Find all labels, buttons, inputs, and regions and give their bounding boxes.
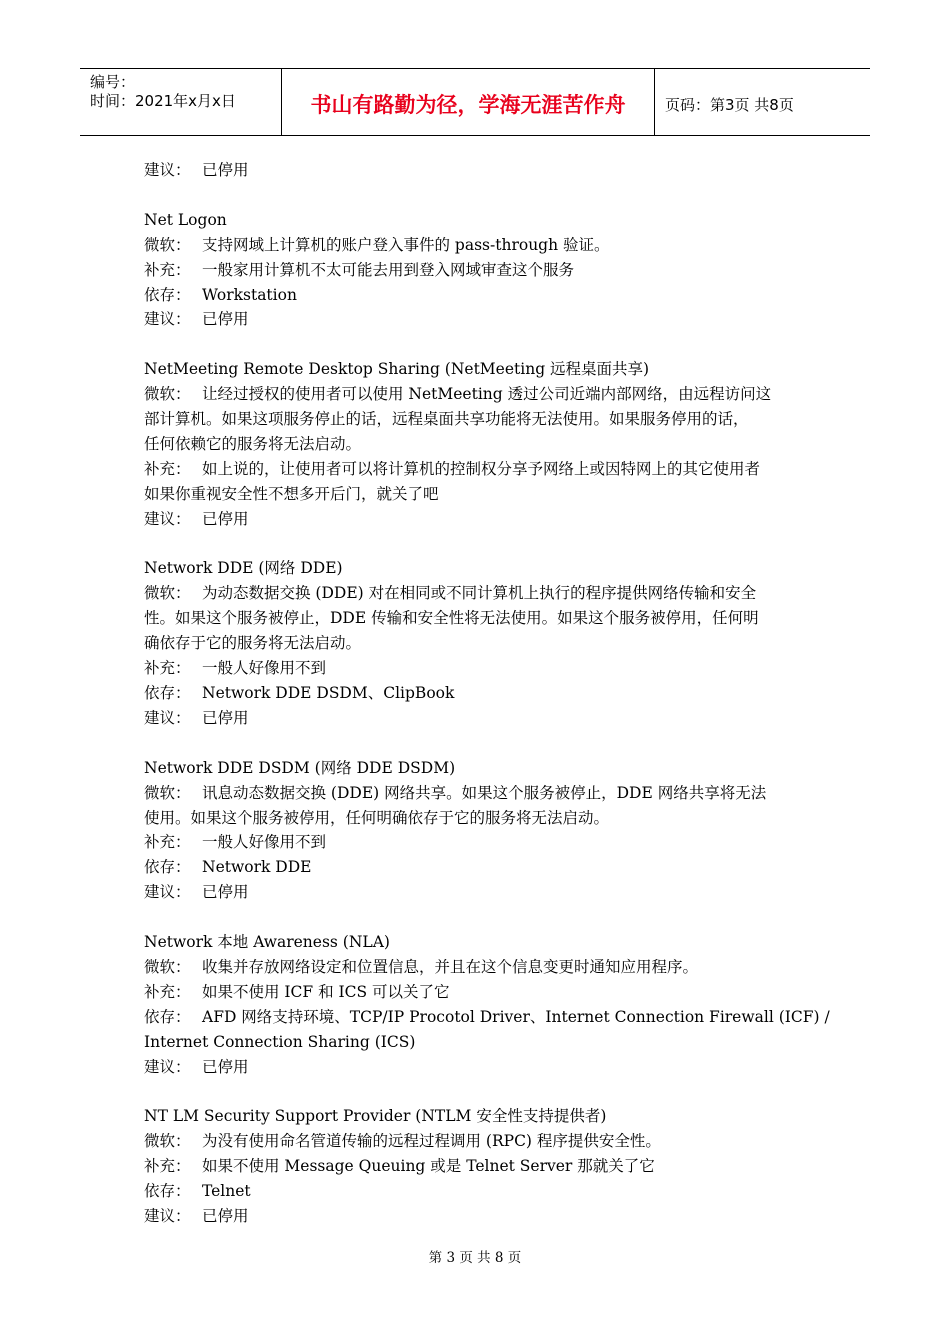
service-suggest-line [144,307,810,332]
service-ms-line [144,955,810,980]
service-ms-continuation: 性。如果这个服务被停止，DDE 传输和安全性将无法使用。如果这个服务被停用，任何明 [144,609,759,628]
service-ms-line [144,233,810,258]
label-depends: 依存： [144,285,191,304]
service-suggest-line [144,1055,810,1080]
service-supplement-line [144,830,810,855]
service-ms-line [144,1129,810,1154]
value-supplement: 如上说的，让使用者可以将计算机的控制权分享予网络上或因特网上的其它使用者 [202,459,761,478]
value-suggest: 已停用 [202,1206,249,1225]
service-supplement-line [144,980,810,1005]
service-ms-continuation: 确依存于它的服务将无法启动。 [144,634,362,653]
page-header [80,68,870,136]
value-depends: Network DDE [202,858,312,877]
value-suggest: 已停用 [202,708,249,727]
value-depends: AFD 网络支持环境、TCP/IP Procotol Driver、Internet Connection Firewall (ICF) / [202,1007,830,1026]
label-ms: 微软： [144,957,191,976]
header-meta [80,69,282,135]
value-suggest: 已停用 [202,509,249,528]
label-depends: 依存： [144,1007,191,1026]
service-supplement-line [144,656,810,681]
value-supplement: 一般家用计算机不太可能去用到登入网域审查这个服务 [202,260,575,279]
service-ms-continuation: 任何依赖它的服务将无法启动。 [144,434,362,453]
header-page-label: 页码：第3页 共8页 [665,95,794,114]
service-supplement-line [144,1154,810,1179]
label-ms: 微软： [144,1132,191,1151]
label-ms: 微软： [144,235,191,254]
intro-suggest-line [144,158,810,183]
service-depends-line [144,855,810,880]
service-suggest-line [144,507,810,532]
label-supplement: 补充： [144,459,191,478]
value-depends: Workstation [202,285,297,304]
value-ms: 讯息动态数据交换 (DDE) 网络共享。如果这个服务被停止，DDE 网络共享将无法 [202,783,767,802]
label-suggest: 建议： [144,310,191,329]
label-suggest: 建议： [144,708,191,727]
value-suggest: 已停用 [202,1057,249,1076]
service-depends-line [144,681,810,706]
value-suggest: 已停用 [202,310,249,329]
label-suggest: 建议： [144,1206,191,1225]
value-suggest: 已停用 [202,161,249,179]
value-supplement: 一般人好像用不到 [202,659,327,678]
label-suggest: 建议： [144,1057,191,1076]
service-depends-line [144,1179,810,1204]
service-title: Net Logon [144,210,227,229]
service-supplement-continuation: 如果你重视安全性不想多开后门，就关了吧 [144,484,439,503]
service-title: Network 本地 Awareness (NLA) [144,933,390,952]
value-supplement: 如果不使用 Message Queuing 或是 Telnet Server 那就关了它 [202,1157,655,1176]
value-depends: Telnet [202,1182,251,1201]
service-title: Network DDE (网络 DDE) [144,559,343,578]
label-supplement: 补充： [144,982,191,1001]
page-footer: 第 3 页 共 8 页 [428,1250,522,1266]
value-suggest: 已停用 [202,883,249,902]
service-depends-line [144,283,810,308]
label-suggest: 建议： [144,883,191,902]
value-ms: 收集并存放网络设定和位置信息，并且在这个信息变更时通知应用程序。 [202,957,699,976]
service-depends-continuation: Internet Connection Sharing (ICS) [144,1032,416,1051]
label-depends: 依存： [144,1182,191,1201]
value-supplement: 一般人好像用不到 [202,833,327,852]
service-suggest-line [144,706,810,731]
service-title: Network DDE DSDM (网络 DDE DSDM) [144,758,456,777]
service-supplement-line [144,258,810,283]
label-depends: 依存： [144,683,191,702]
header-motto: 书山有路勤为径，学海无涯苦作舟 [282,69,655,135]
service-ms-line [144,781,810,806]
service-ms-continuation: 部计算机。如果这项服务停止的话，远程桌面共享功能将无法使用。如果服务停用的话， [144,410,749,429]
service-suggest-line [144,1204,810,1229]
doc-number-label: 编号： [90,73,136,91]
service-ms-continuation: 使用。如果这个服务被停用，任何明确依存于它的服务将无法启动。 [144,808,610,827]
label-supplement: 补充： [144,1157,191,1176]
label-ms: 微软： [144,385,191,404]
label-suggest: 建议： [144,509,191,528]
value-ms: 让经过授权的使用者可以使用 NetMeeting 透过公司近端内部网络，由远程访问这 [202,385,772,404]
label-supplement: 补充： [144,260,191,279]
value-depends: Network DDE DSDM、ClipBook [202,683,455,702]
document-body [144,158,830,1229]
label-ms: 微软： [144,584,191,603]
label-suggest: 建议： [144,161,191,179]
label-supplement: 补充： [144,833,191,852]
label-ms: 微软： [144,783,191,802]
label-supplement: 补充： [144,659,191,678]
service-suggest-line [144,880,810,905]
value-ms: 支持网域上计算机的账户登入事件的 pass-through 验证。 [202,235,610,254]
service-supplement-line [144,457,810,482]
service-ms-line [144,581,810,606]
service-title: NetMeeting Remote Desktop Sharing (NetMeeting 远程桌面共享) [144,360,650,379]
value-ms: 为动态数据交换 (DDE) 对在相同或不同计算机上执行的程序提供网络传输和安全 [202,584,757,603]
value-ms: 为没有使用命名管道传输的远程过程调用 (RPC) 程序提供安全性。 [202,1132,661,1151]
service-depends-line [144,1005,830,1030]
value-supplement: 如果不使用 ICF 和 ICS 可以关了它 [202,982,450,1001]
service-title: NT LM Security Support Provider (NTLM 安全性支持提供者) [144,1107,607,1126]
doc-time-label: 时间：2021年x月x日 [90,92,236,110]
service-ms-line [144,382,810,407]
label-depends: 依存： [144,858,191,877]
